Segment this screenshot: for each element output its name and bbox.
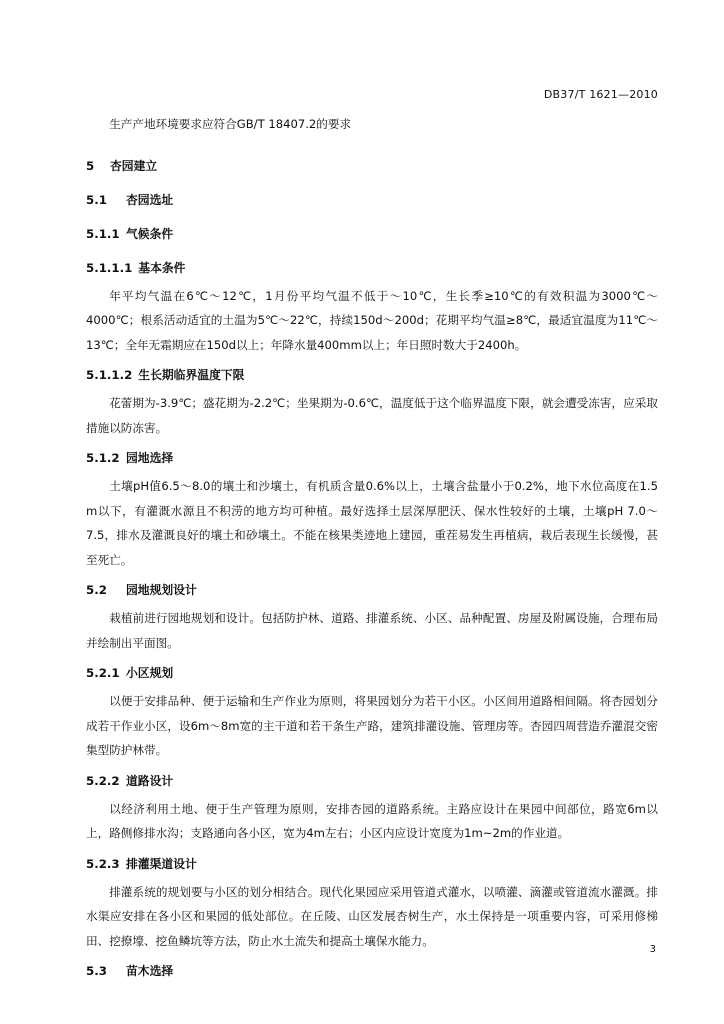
section-title: 生长期临界温度下限	[138, 368, 245, 382]
section-title: 基本条件	[138, 260, 186, 275]
section-title: 道路设计	[126, 773, 174, 788]
section-number: 5.1.2	[86, 451, 120, 465]
section-number: 5.1.1	[86, 226, 120, 241]
section-heading	[86, 763, 658, 797]
body-paragraph: 栽植前进行园地规划和设计。包括防护林、道路、排灌系统、小区、品种配置、房屋及附属设施，合理布局并绘制出平面图。	[86, 611, 658, 650]
section-number: 5.1.1.1	[86, 260, 133, 275]
section-number: 5	[86, 158, 95, 173]
section-heading	[86, 182, 658, 216]
section-title: 苗木选择	[126, 964, 174, 978]
section-heading	[86, 148, 658, 182]
section-number: 5.2.1	[86, 666, 120, 680]
section-title: 杏园建立	[110, 158, 158, 173]
body-paragraph: 排灌系统的规划要与小区的划分相结合。现代化果园应采用管道式灌水，以喷灌、滴灌或管道流水灌溉。排水渠应安排在各小区和果园的低处部位。在丘陵、山区发展杏树生产，水土保持是一项重要内容，可采用修梯田、挖撩壕、挖鱼鳞坑等方法，防止水土流失和提高土壤保水能力。	[86, 884, 658, 948]
section-heading	[86, 846, 658, 880]
body-paragraph: 以便于安排品种、便于运输和生产作业为原则，将果园划分为若干小区。小区间用道路相间隔。将杏园划分成若干作业小区，设6m～8m宽的主干道和若干条生产路，建筑排灌设施、管理房等。杏园四周营造乔灌混交密集型防护林带。	[86, 694, 658, 757]
section-heading	[86, 953, 658, 987]
section-title: 小区规划	[126, 666, 174, 680]
section-number: 5.1	[86, 192, 107, 207]
section-title: 杏园选址	[126, 192, 174, 207]
section-number: 5.3	[86, 964, 107, 978]
section-number: 5.2	[86, 583, 107, 597]
section-heading	[86, 250, 658, 284]
document-body	[86, 112, 658, 987]
section-title: 排灌渠道设计	[126, 856, 197, 871]
section-number: 5.1.1.2	[86, 368, 133, 382]
section-title: 园地选择	[126, 451, 174, 465]
section-title: 园地规划设计	[126, 583, 197, 597]
section-heading	[86, 572, 658, 606]
section-heading	[86, 357, 658, 391]
standard-code: DB37/T 1621—2010	[543, 88, 658, 101]
section-heading	[86, 440, 658, 474]
section-number: 5.2.3	[86, 856, 120, 871]
body-paragraph: 以经济利用土地、便于生产管理为原则，安排杏园的道路系统。主路应设计在果园中间部位，路宽6m以上，路侧修排水沟；支路通向各小区，宽为4m左右；小区内应设计宽度为1m~2m的作业道。	[86, 801, 658, 840]
body-paragraph: 生产产地环境要求应符合GB/T 18407.2的要求	[109, 117, 352, 131]
section-number: 5.2.2	[86, 773, 120, 788]
section-heading	[86, 216, 658, 250]
body-paragraph: 花蕾期为-3.9℃；盛花期为-2.2℃；坐果期为-0.6℃，温度低于这个临界温度下限，就会遭受冻害，应采取措施以防冻害。	[86, 396, 658, 435]
section-title: 气候条件	[126, 226, 174, 241]
page-number: 3	[649, 944, 656, 955]
body-paragraph: 土壤pH值6.5～8.0的壤土和沙壤土，有机质含量0.6%以上，土壤含盐量小于0.2%，地下水位高度在1.5 m以下，有灌溉水源且不积涝的地方均可种植。最好选择土层深厚肥沃、保水性较好的土壤，土壤pH 7.0～7.5，排水及灌溉良好的壤土和砂壤土。不能在核果类迹地上建园，重茬易发生再植病，栽后表现生长缓慢，甚至死亡。	[86, 479, 658, 567]
section-heading	[86, 655, 658, 689]
body-paragraph: 年平均气温在6℃～12℃，1月份平均气温不低于～10℃，生长季≥10℃的有效积温为3000℃～4000℃；根系活动适宜的土温为5℃～22℃，持续150d～200d；花期平均气温≥8℃，最适宜温度为11℃～13℃；全年无霜期应在150d以上；年降水量400mm以上；年日照时数大于2400h。	[86, 288, 658, 352]
